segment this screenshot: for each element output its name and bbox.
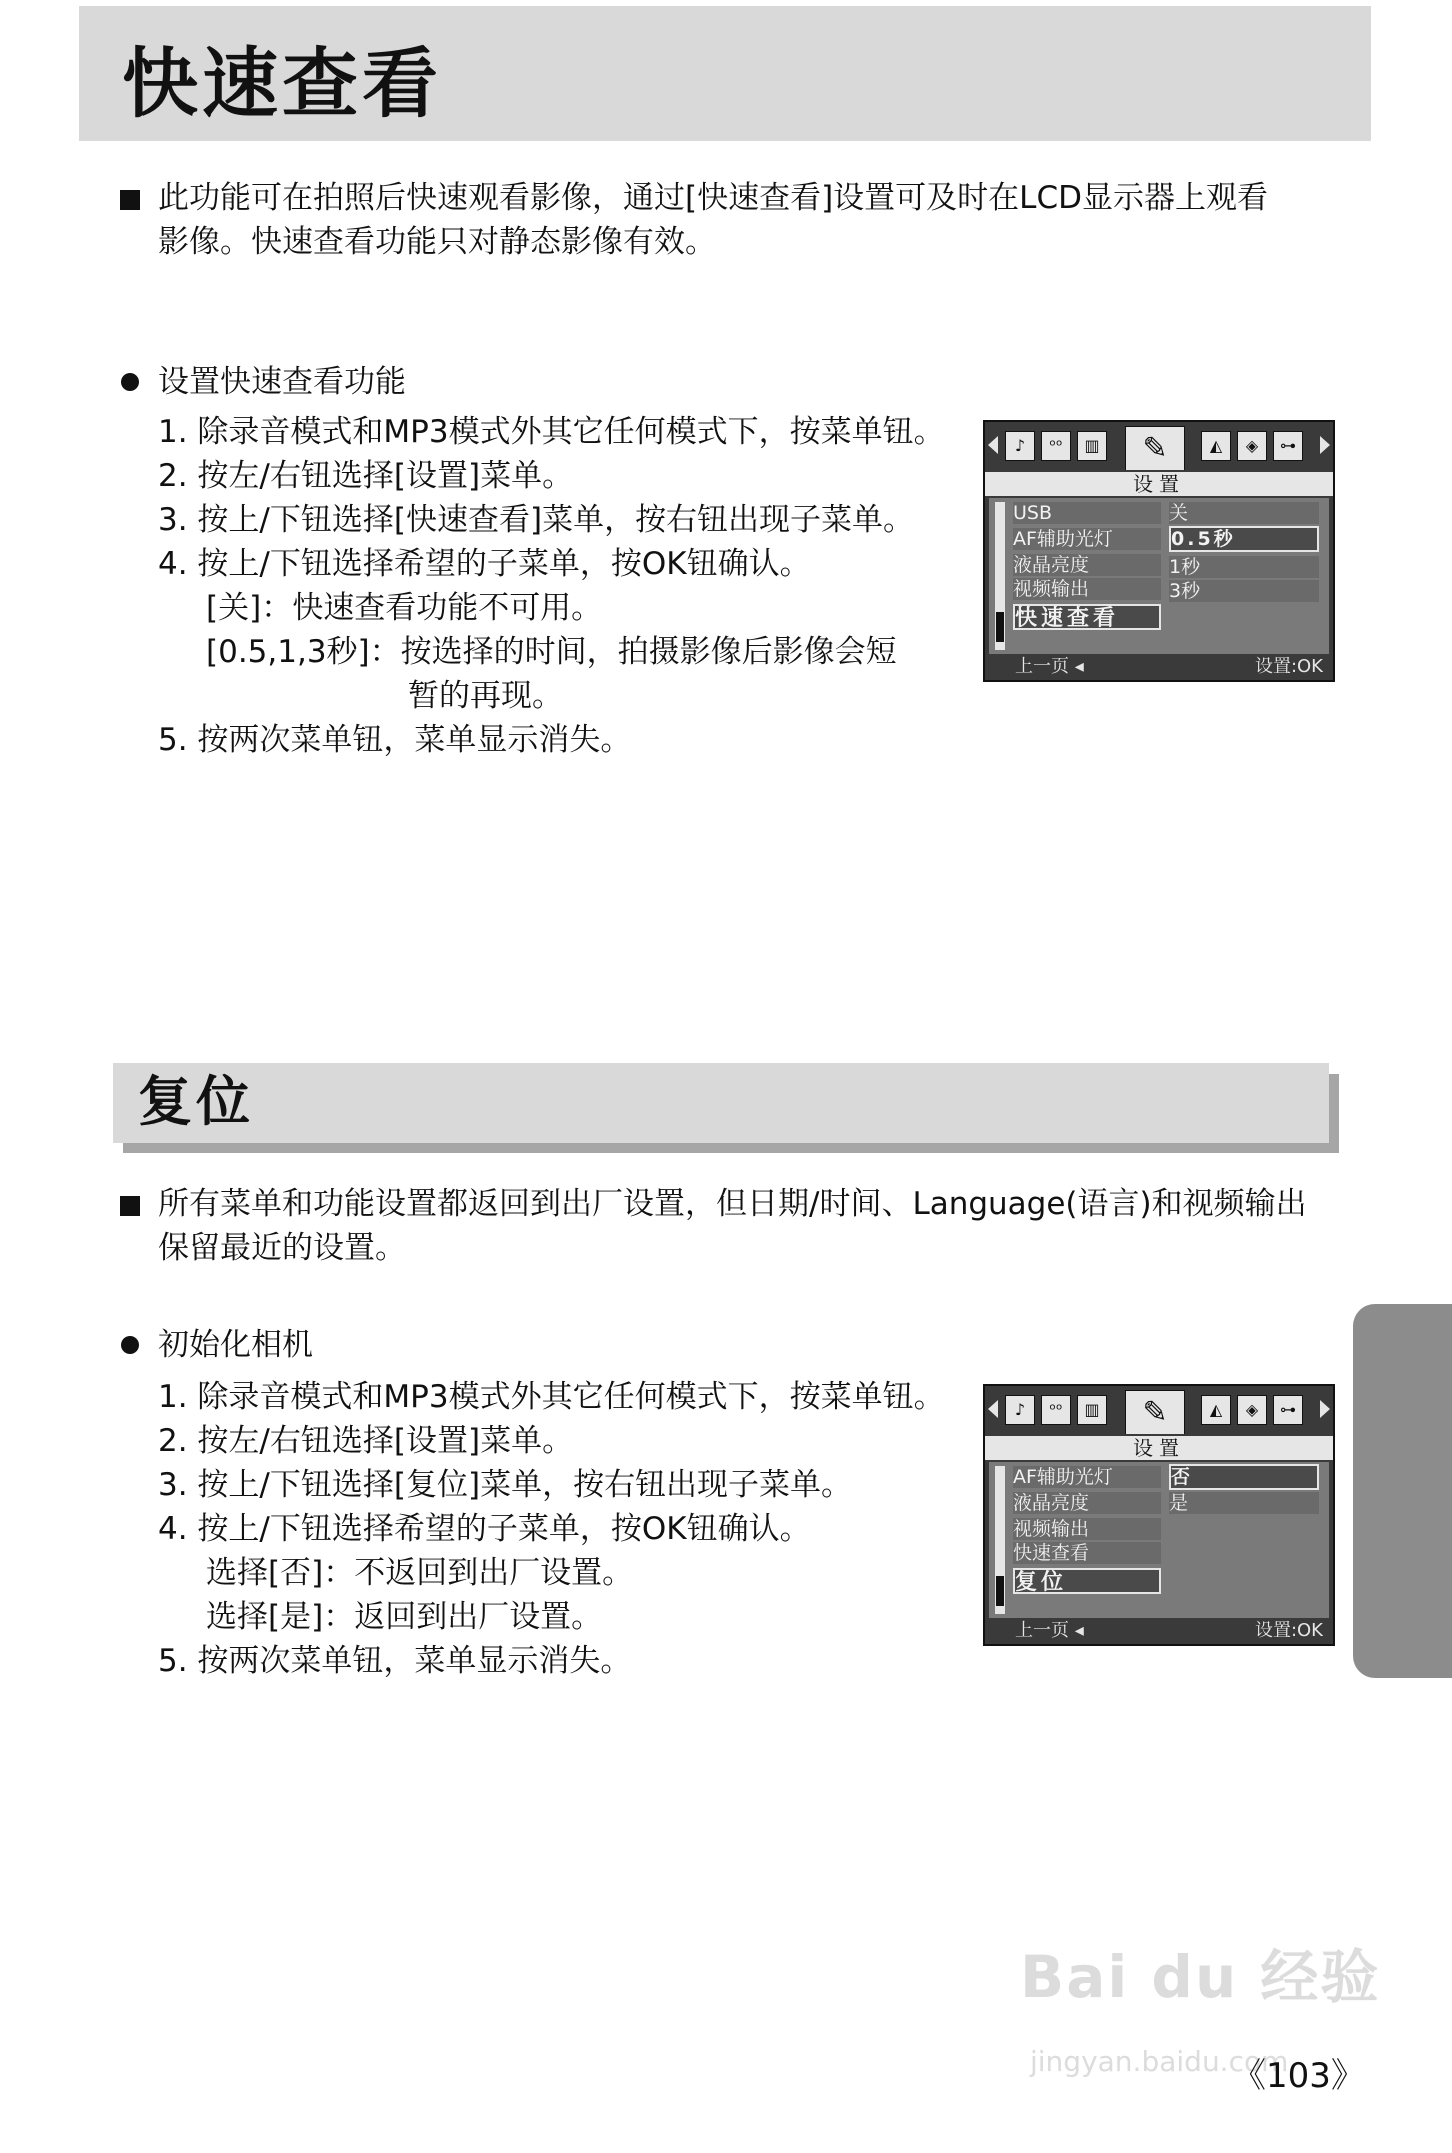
lcd-scroll-thumb: [996, 1576, 1004, 1606]
step-3: 3. 按上/下钮选择[复位]菜单，按右钮出现子菜单。: [158, 1467, 853, 1503]
lcd-menu-title: 设置: [985, 472, 1333, 496]
voice-tab-icon: ♪: [1005, 1395, 1035, 1425]
step-5: 5. 按两次菜单钮，菜单显示消失。: [158, 722, 632, 758]
mycam-tab-icon: ◭: [1201, 1395, 1231, 1425]
lcd-menu-item: 液晶亮度: [1013, 1492, 1161, 1514]
key-tab-icon: ⊶: [1273, 431, 1303, 461]
lcd-menu-item: 视频输出: [1013, 578, 1161, 600]
lcd-menu-item: AF辅助光灯: [1013, 1466, 1161, 1488]
round-bullet-icon: [121, 1336, 139, 1354]
lcd-footer-ok: 设置:OK: [1254, 1620, 1323, 1641]
intro-line-2: 影像。快速查看功能只对静态影像有效。: [158, 224, 716, 260]
lcd-submenu-item: 3秒: [1169, 580, 1319, 602]
intro-line-1: 此功能可在拍照后快速观看影像，通过[快速查看]设置可及时在LCD显示器上观看: [158, 180, 1268, 216]
right-arrow-icon: [1320, 1400, 1330, 1418]
watermark-url: jingyan.baidu.com: [1030, 2045, 1289, 2078]
lcd-footer-back: 上一页 ◂: [1015, 656, 1084, 677]
lcd-menu-item: 视频输出: [1013, 1518, 1161, 1540]
lcd-menu-item-selected: 快速查看: [1013, 604, 1161, 630]
step-2: 2. 按左/右钮选择[设置]菜单。: [158, 1423, 574, 1459]
lcd-footer-back: 上一页 ◂: [1015, 1620, 1084, 1641]
lcd-menu-item: USB: [1013, 502, 1161, 524]
mycam-tab-icon: ◭: [1201, 431, 1231, 461]
subheading: 初始化相机: [158, 1327, 313, 1363]
display-tab-icon: ▥: [1077, 431, 1107, 461]
round-bullet-icon: [121, 373, 139, 391]
intro-line-2: 保留最近的设置。: [158, 1230, 406, 1266]
right-arrow-icon: [1320, 436, 1330, 454]
step-4: 4. 按上/下钮选择希望的子菜单，按OK钮确认。: [158, 1511, 811, 1547]
lcd-menu-body: [989, 1462, 1329, 1618]
lcd-menu-item: 快速查看: [1013, 1542, 1161, 1564]
watermark-logo: Bai du 经验: [1020, 1943, 1381, 2011]
lcd-scroll-thumb: [996, 612, 1004, 642]
sound-tab-icon: ◈: [1237, 431, 1267, 461]
left-arrow-icon: [988, 1400, 998, 1418]
lcd-menu-item: 液晶亮度: [1013, 554, 1161, 576]
step-1: 1. 除录音模式和MP3模式外其它任何模式下，按菜单钮。: [158, 414, 945, 450]
effect-tab-icon: ᵒᵒ: [1041, 431, 1071, 461]
step-2: 2. 按左/右钮选择[设置]菜单。: [158, 458, 574, 494]
step-1: 1. 除录音模式和MP3模式外其它任何模式下，按菜单钮。: [158, 1379, 945, 1415]
key-tab-icon: ⊶: [1273, 1395, 1303, 1425]
square-bullet-icon: [120, 1196, 140, 1216]
lcd-submenu-item-selected: 0.5秒: [1169, 526, 1319, 552]
sound-tab-icon: ◈: [1237, 1395, 1267, 1425]
lcd-submenu-item: 关: [1169, 502, 1319, 524]
intro-line-1: 所有菜单和功能设置都返回到出厂设置，但日期/时间、Language(语言)和视频输出: [158, 1186, 1307, 1222]
left-arrow-icon: [988, 436, 998, 454]
step-4-option-yes: 选择[是]：返回到出厂设置。: [206, 1599, 603, 1635]
setup-tab-icon: ✎: [1125, 1390, 1185, 1434]
step-4-option-off: [关]：快速查看功能不可用。: [206, 590, 603, 626]
lcd-tab-row: [985, 1386, 1333, 1436]
step-4-option-time: [0.5,1,3秒]：按选择的时间，拍摄影像后影像会短: [206, 634, 897, 670]
section-title: 复位: [138, 1070, 254, 1133]
camera-lcd-screen: [983, 420, 1335, 682]
lcd-submenu-item-selected: 否: [1169, 1464, 1319, 1490]
display-tab-icon: ▥: [1077, 1395, 1107, 1425]
camera-lcd-screen: [983, 1384, 1335, 1646]
setup-tab-icon: ✎: [1125, 426, 1185, 470]
lcd-menu-item: AF辅助光灯: [1013, 528, 1161, 550]
lcd-submenu-item: 1秒: [1169, 556, 1319, 578]
voice-tab-icon: ♪: [1005, 431, 1035, 461]
lcd-footer: [985, 1618, 1333, 1644]
step-4: 4. 按上/下钮选择希望的子菜单，按OK钮确认。: [158, 546, 811, 582]
step-3: 3. 按上/下钮选择[快速查看]菜单，按右钮出现子菜单。: [158, 502, 915, 538]
section-title: 快速查看: [122, 39, 442, 128]
lcd-footer-ok: 设置:OK: [1254, 656, 1323, 677]
lcd-menu-item-selected: 复位: [1013, 1568, 1161, 1594]
square-bullet-icon: [120, 190, 140, 210]
step-5: 5. 按两次菜单钮，菜单显示消失。: [158, 1643, 632, 1679]
section-title-bar: [113, 1063, 1329, 1143]
lcd-menu-title: 设置: [985, 1436, 1333, 1460]
lcd-submenu-item: 是: [1169, 1492, 1319, 1514]
page-number: 《103》: [1232, 2056, 1365, 2096]
lcd-tab-row: [985, 422, 1333, 472]
effect-tab-icon: ᵒᵒ: [1041, 1395, 1071, 1425]
step-4-option-time-cont: 暂的再现。: [408, 678, 563, 714]
lcd-menu-body: [989, 498, 1329, 654]
subheading: 设置快速查看功能: [158, 364, 406, 400]
lcd-footer: [985, 654, 1333, 680]
chapter-side-tab: [1353, 1304, 1452, 1678]
step-4-option-no: 选择[否]：不返回到出厂设置。: [206, 1555, 634, 1591]
